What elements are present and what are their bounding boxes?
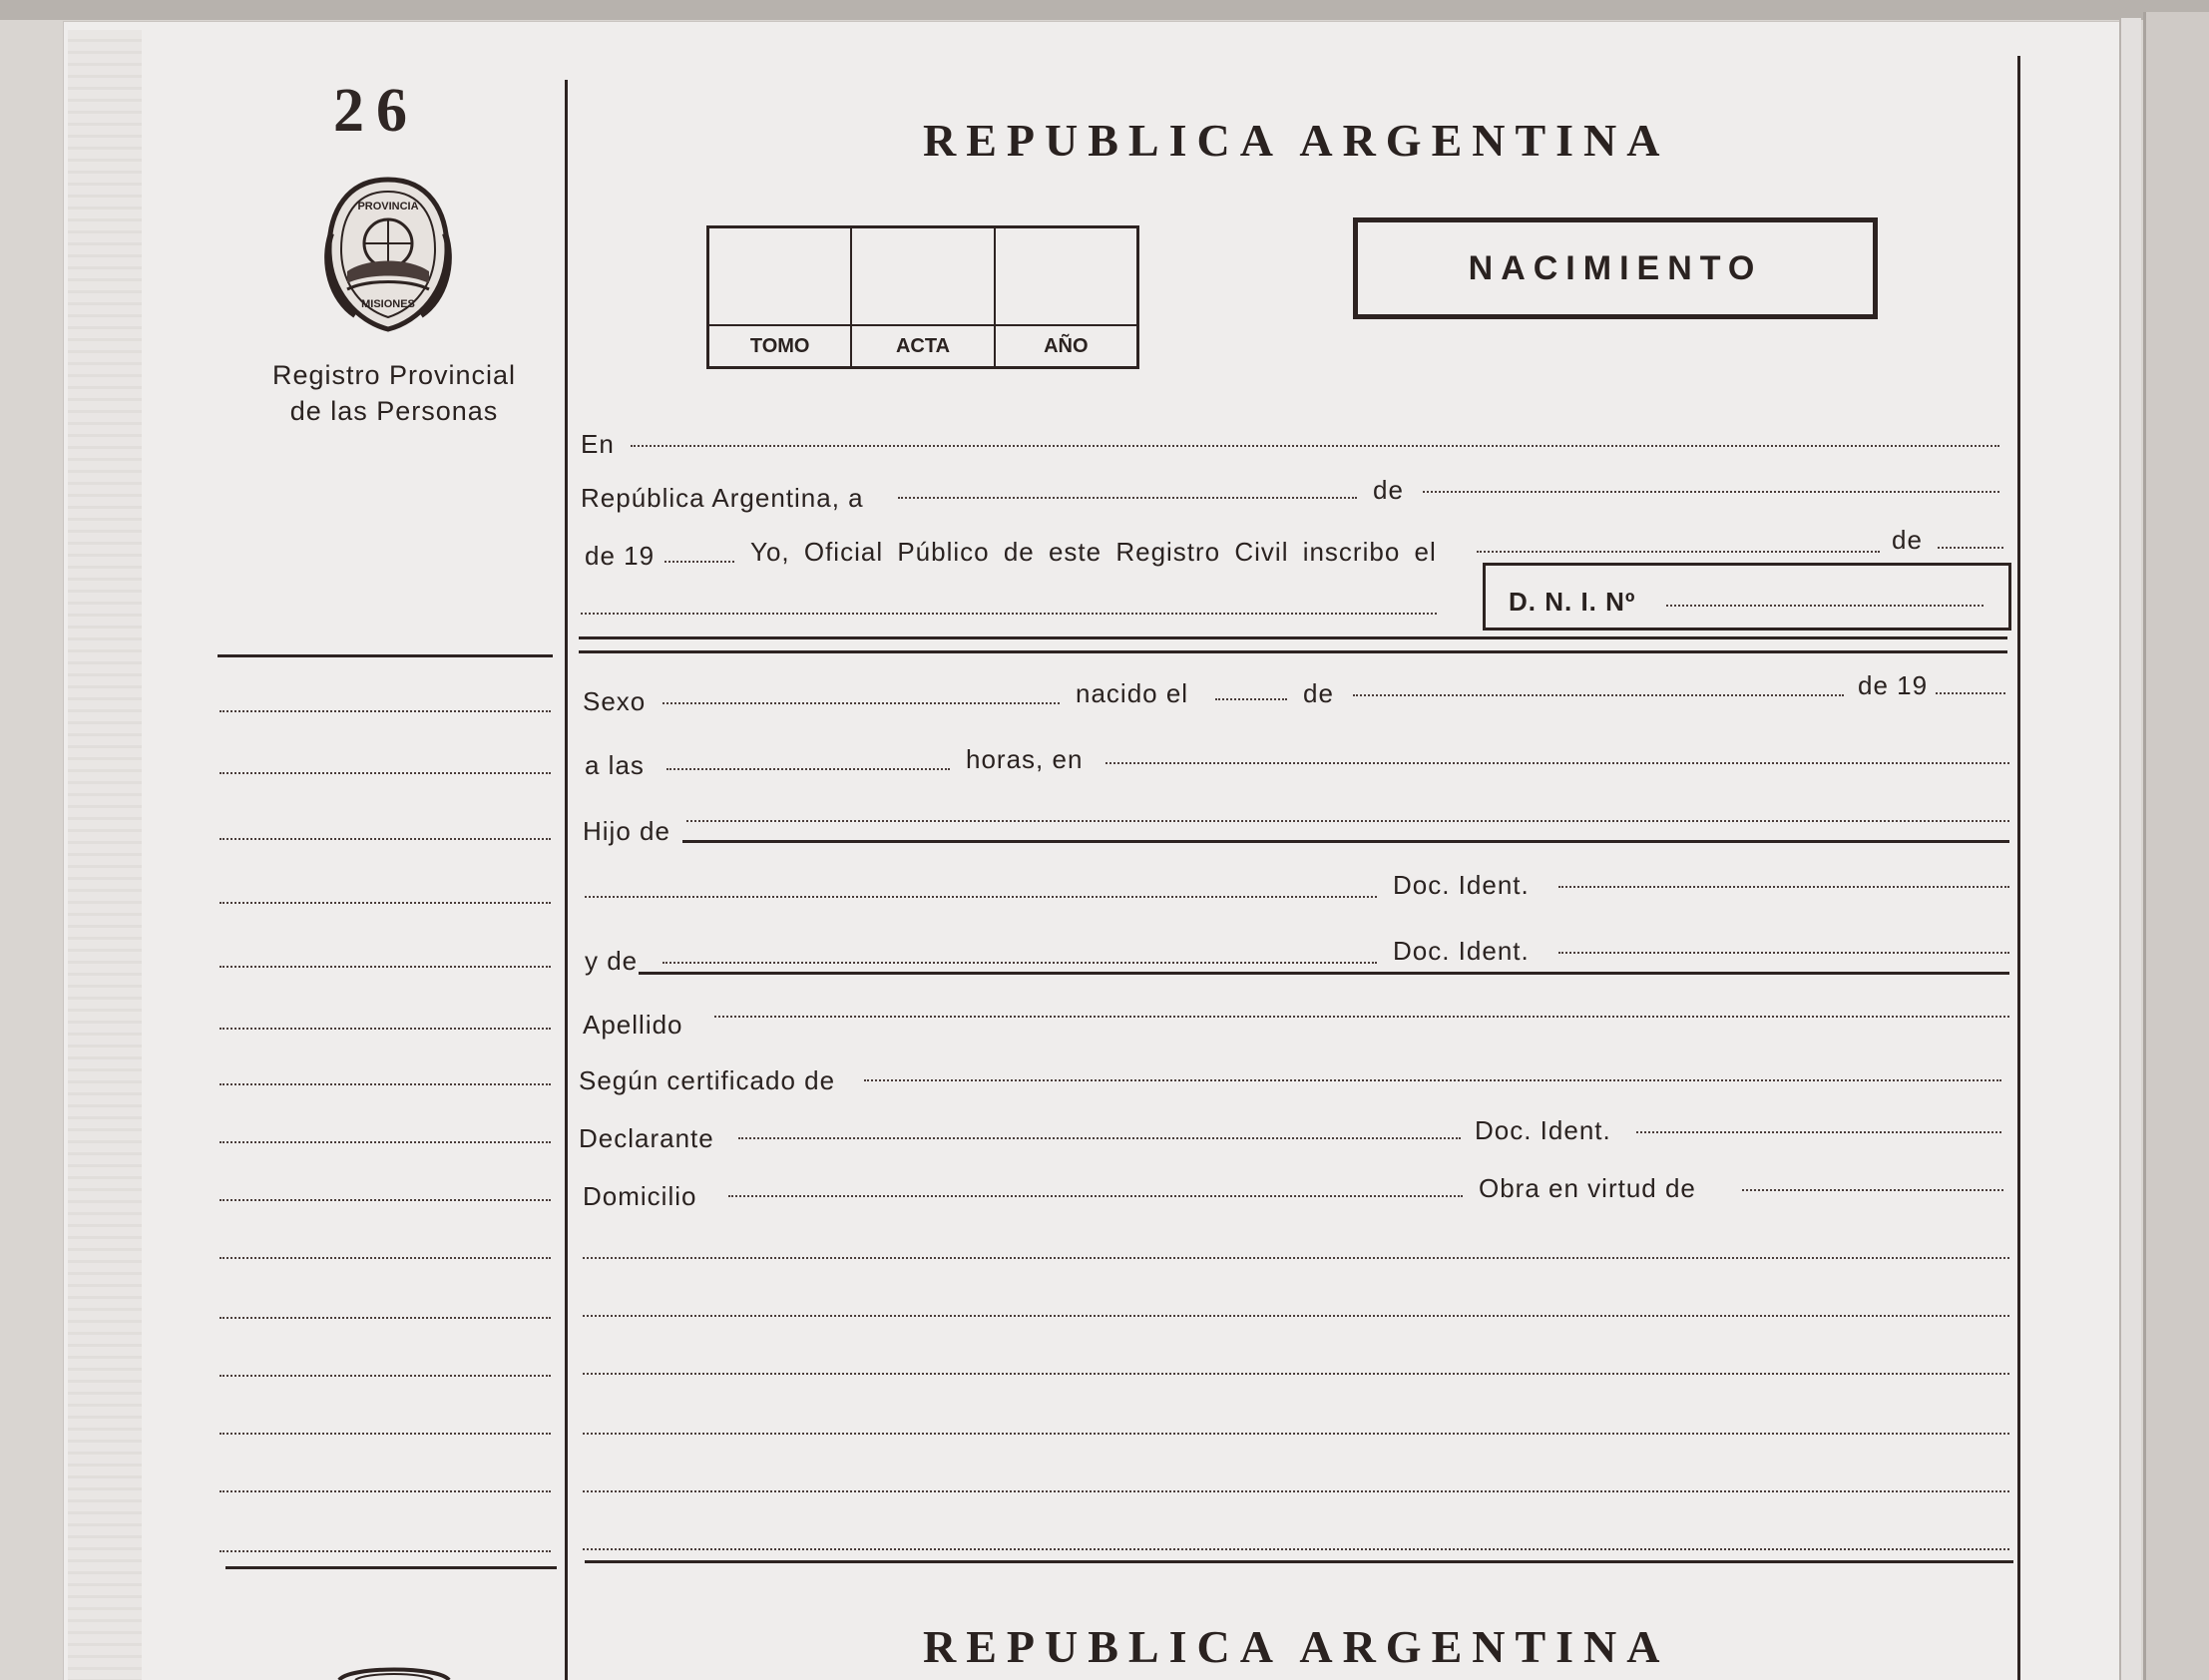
padres-rule bbox=[639, 972, 2009, 975]
hijo-de-label: Hijo de bbox=[583, 816, 670, 846]
declarante-label: Declarante bbox=[579, 1123, 714, 1153]
margin-line bbox=[220, 1490, 551, 1492]
margin-line bbox=[220, 1028, 551, 1030]
de19-label-2: de 19 bbox=[1858, 670, 1929, 700]
hijo-de-rule bbox=[682, 840, 2009, 843]
oficial-text: Yo, Oficial Público de este Registro Civil inscribo el bbox=[750, 537, 1437, 567]
margin-line bbox=[220, 1199, 551, 1201]
a-las-label: a las bbox=[585, 750, 645, 780]
y-de-label: y de bbox=[585, 946, 639, 976]
margin-line bbox=[220, 772, 551, 774]
notes-line[interactable] bbox=[583, 1315, 2009, 1317]
de-label-2: de bbox=[1892, 525, 1923, 555]
ano-cell[interactable] bbox=[996, 228, 1136, 324]
obra-field[interactable] bbox=[1742, 1189, 2003, 1191]
dni-label: D. N. I. Nº bbox=[1509, 587, 1636, 617]
inscribo-field[interactable] bbox=[1477, 551, 1880, 553]
margin-line bbox=[220, 1433, 551, 1435]
lugar-field[interactable] bbox=[1105, 762, 2009, 764]
right-frame bbox=[2017, 56, 2020, 1680]
section-rule-2 bbox=[579, 650, 2007, 653]
margin-rule-bottom bbox=[225, 1566, 557, 1569]
nacido-label: nacido el bbox=[1076, 678, 1189, 708]
en-label: En bbox=[581, 429, 615, 459]
domicilio-field[interactable] bbox=[728, 1195, 1463, 1197]
margin-rule-top bbox=[218, 654, 553, 657]
nacido-day-field[interactable] bbox=[1215, 698, 1287, 700]
book-cover-edge bbox=[2143, 12, 2209, 1680]
section-rule bbox=[579, 636, 2007, 639]
republica-label: República Argentina, a bbox=[581, 483, 864, 513]
nacido-month-field[interactable] bbox=[1353, 694, 1844, 696]
margin-line bbox=[220, 966, 551, 968]
record-type-box: NACIMIENTO bbox=[1353, 217, 1878, 319]
margin-line bbox=[220, 1317, 551, 1319]
obra-label: Obra en virtud de bbox=[1479, 1173, 1696, 1203]
notes-line[interactable] bbox=[583, 1373, 2009, 1375]
background-top bbox=[0, 0, 2209, 20]
nacido-year-field[interactable] bbox=[1936, 692, 2005, 694]
notes-line[interactable] bbox=[583, 1433, 2009, 1435]
hora-field[interactable] bbox=[666, 768, 950, 770]
svg-text:PROVINCIA: PROVINCIA bbox=[357, 201, 419, 212]
margin-line bbox=[220, 838, 551, 840]
horas-en-label: horas, en bbox=[966, 744, 1084, 774]
registry-name bbox=[259, 357, 529, 429]
form-bottom-rule bbox=[585, 1560, 2013, 1563]
name-field[interactable] bbox=[581, 613, 1437, 615]
next-record-title: REPUBLICA ARGENTINA bbox=[923, 1621, 1670, 1672]
margin-line bbox=[220, 1257, 551, 1259]
next-record-emblem-icon bbox=[335, 1660, 453, 1680]
sexo-label: Sexo bbox=[583, 686, 647, 716]
country-title: REPUBLICA ARGENTINA bbox=[923, 115, 1670, 166]
margin-line bbox=[220, 710, 551, 712]
svg-text:MISIONES: MISIONES bbox=[361, 298, 415, 310]
margin-line bbox=[220, 1375, 551, 1377]
registry-line1: Registro Provincial bbox=[271, 360, 517, 390]
month-field[interactable] bbox=[1423, 491, 1999, 493]
dni-field[interactable] bbox=[1666, 605, 1984, 607]
doc-ident-label-2: Doc. Ident. bbox=[1393, 936, 1530, 966]
acta-cell[interactable] bbox=[852, 228, 995, 324]
padre-doc-field[interactable] bbox=[1558, 886, 2009, 888]
margin-line bbox=[220, 1550, 551, 1552]
doc-ident-label-3: Doc. Ident. bbox=[1475, 1115, 1611, 1145]
day-field[interactable] bbox=[898, 497, 1357, 499]
page-number: 26 bbox=[333, 77, 419, 145]
book-binding bbox=[68, 30, 142, 1680]
sexo-field[interactable] bbox=[663, 702, 1060, 704]
notes-line[interactable] bbox=[583, 1490, 2009, 1492]
tomo-cell[interactable] bbox=[709, 228, 852, 324]
en-field[interactable] bbox=[631, 445, 1999, 447]
madre-doc-field[interactable] bbox=[1558, 952, 2009, 954]
margin-line bbox=[220, 1141, 551, 1143]
provincial-emblem bbox=[317, 174, 459, 335]
domicilio-label: Domicilio bbox=[583, 1181, 697, 1211]
registry-box bbox=[706, 225, 1139, 369]
apellido-field[interactable] bbox=[714, 1016, 2009, 1018]
hijo-de-field[interactable] bbox=[686, 820, 2009, 822]
certificado-field[interactable] bbox=[864, 1079, 2001, 1081]
registry-line2: de las Personas bbox=[289, 396, 499, 426]
de19-label: de 19 bbox=[585, 541, 656, 571]
page-edge bbox=[2119, 18, 2141, 1680]
notes-line[interactable] bbox=[583, 1548, 2009, 1550]
ano-label: AÑO bbox=[1044, 335, 1089, 357]
declarante-doc-field[interactable] bbox=[1636, 1131, 2001, 1133]
de-label-3: de bbox=[1303, 678, 1334, 708]
margin-line bbox=[220, 902, 551, 904]
doc-ident-label: Doc. Ident. bbox=[1393, 870, 1530, 900]
madre-field[interactable] bbox=[663, 962, 1377, 964]
tomo-label: TOMO bbox=[709, 326, 852, 366]
de-label: de bbox=[1373, 475, 1404, 505]
year-field[interactable] bbox=[664, 561, 734, 563]
padre-field[interactable] bbox=[585, 896, 1377, 898]
column-divider bbox=[565, 80, 568, 1680]
acta-label: ACTA bbox=[852, 326, 995, 366]
apellido-label: Apellido bbox=[583, 1010, 683, 1040]
inscribo-de-field[interactable] bbox=[1938, 547, 2003, 549]
segun-label: Según certificado de bbox=[579, 1065, 836, 1095]
notes-line[interactable] bbox=[583, 1257, 2009, 1259]
declarante-field[interactable] bbox=[738, 1137, 1461, 1139]
margin-line bbox=[220, 1083, 551, 1085]
